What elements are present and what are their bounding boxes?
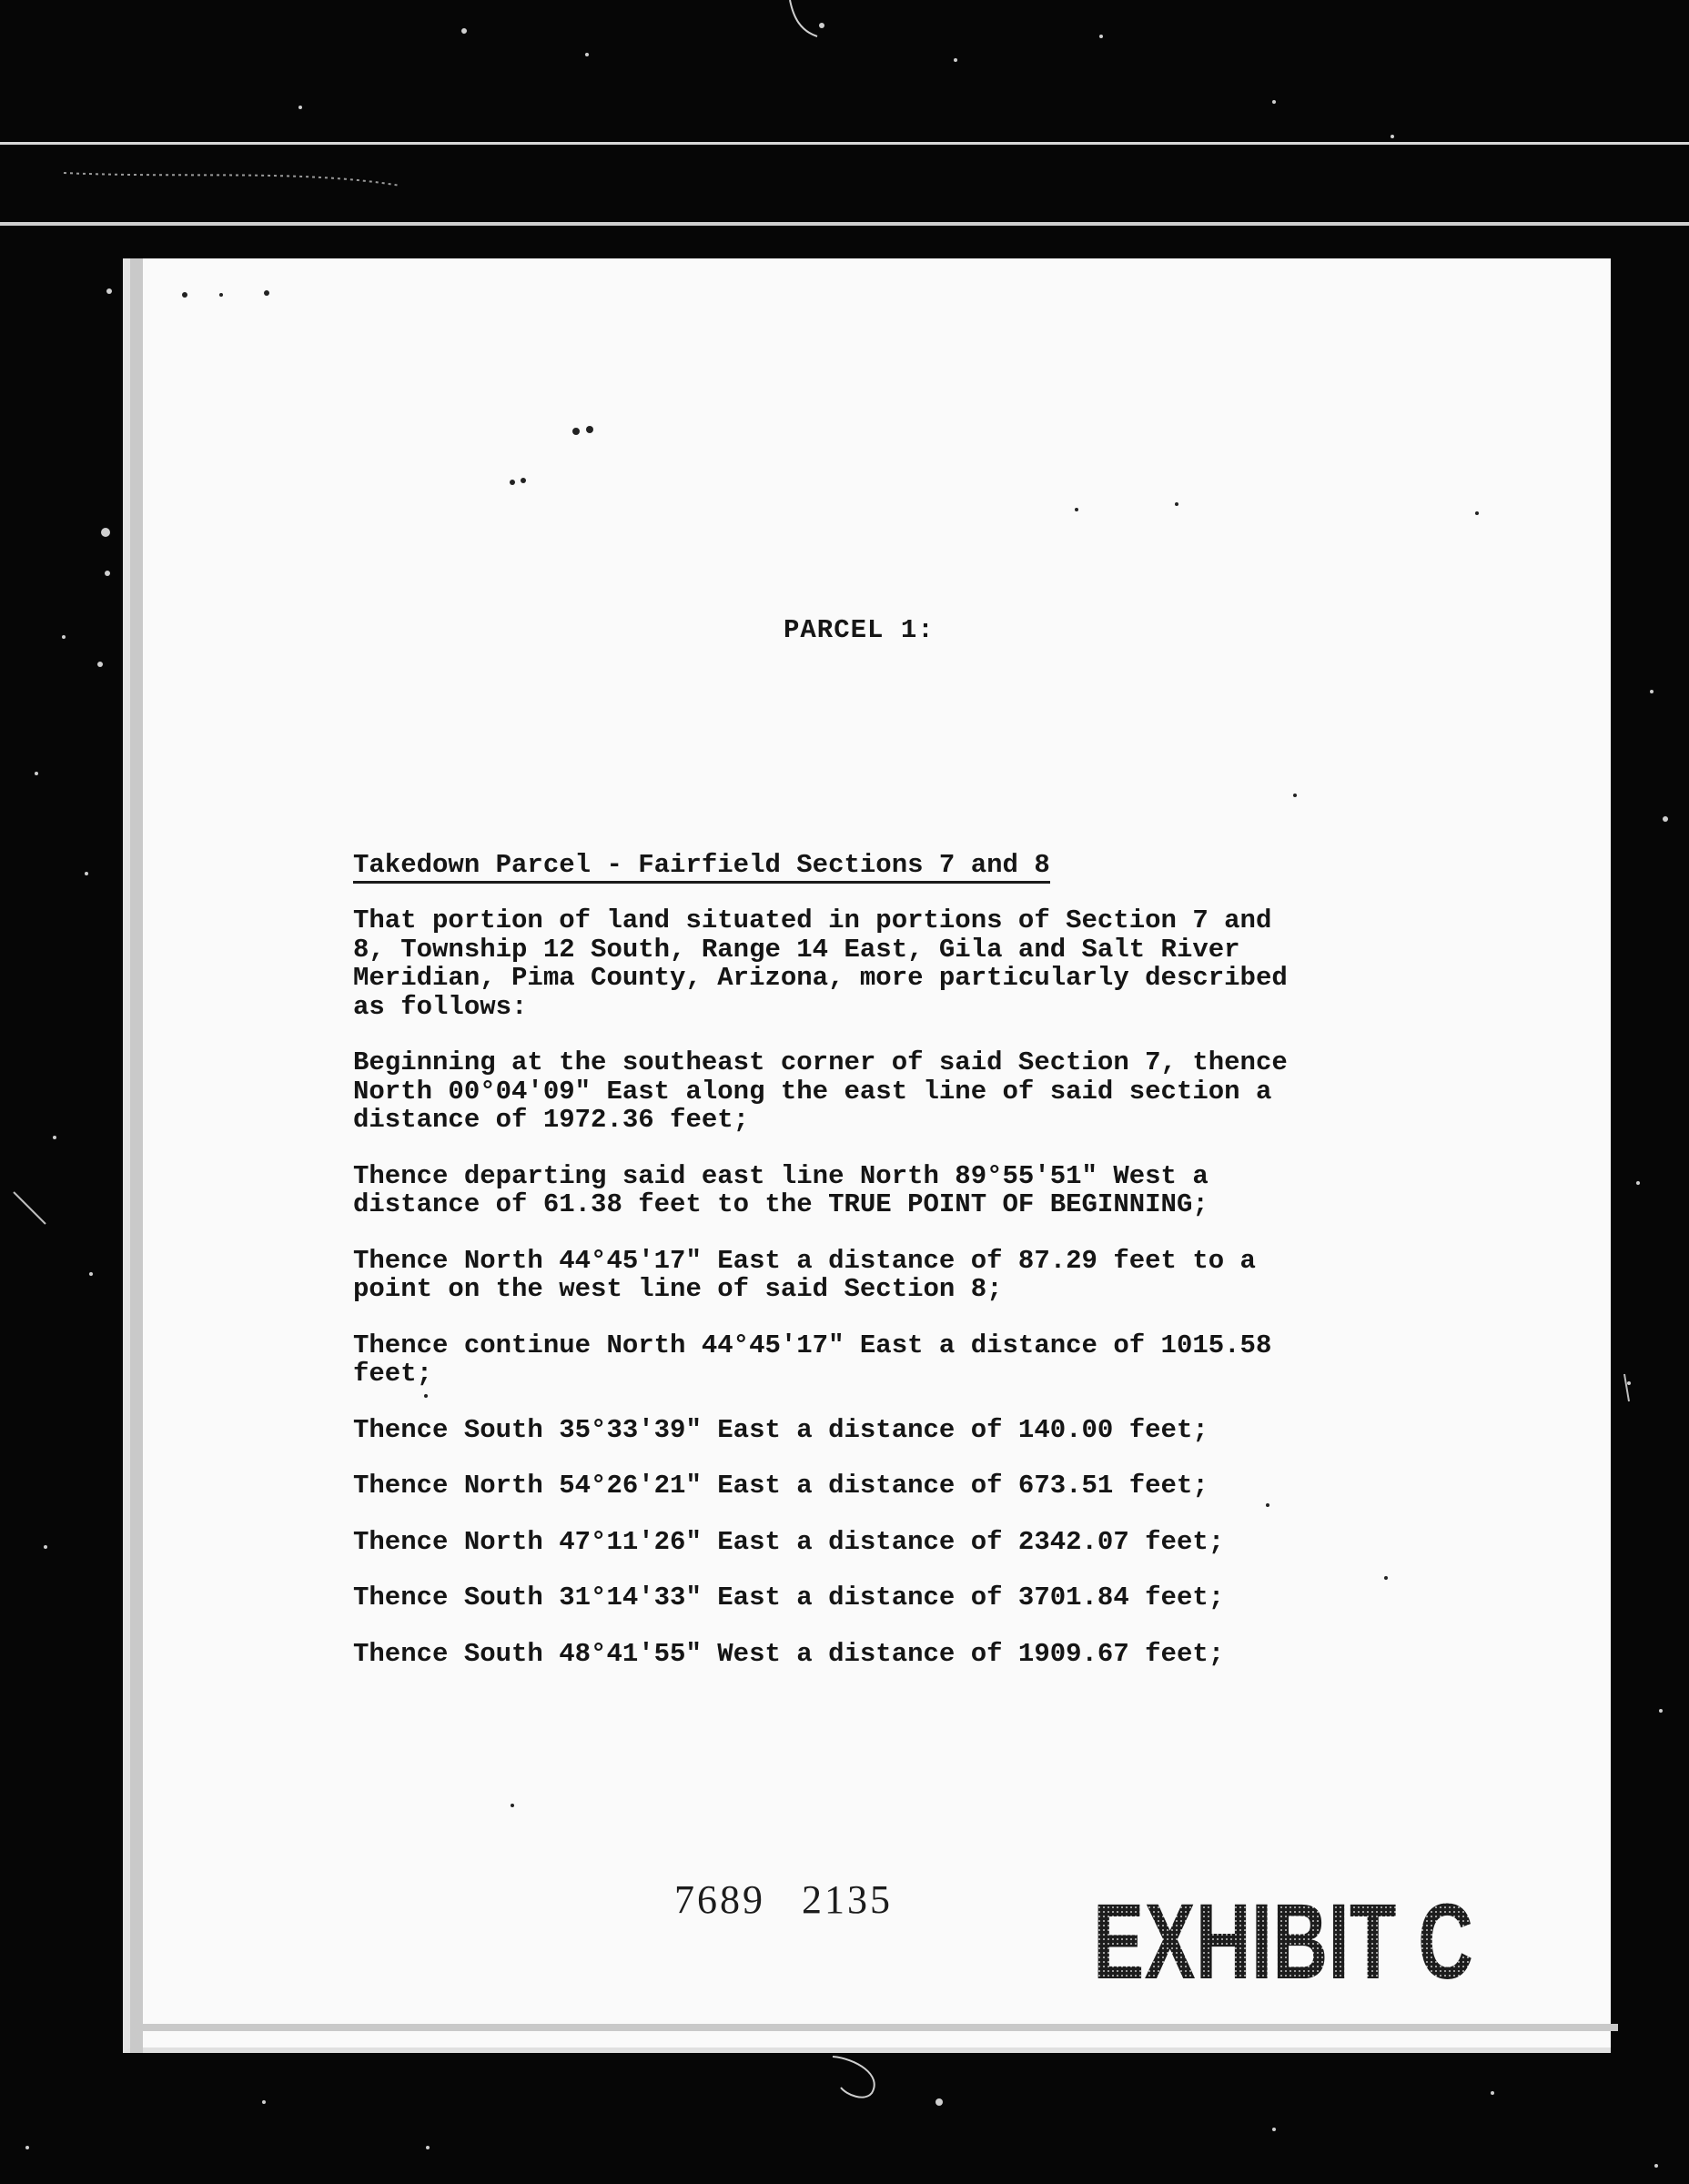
section-title: Takedown Parcel - Fairfield Sections 7 and 8 — [353, 850, 1050, 884]
paragraph-course-7: Thence South 48°41'55" West a distance of 1909.67 feet; — [353, 1638, 1225, 1669]
paragraph-course-6: Thence South 31°14'33" East a distance of 3701.84 feet; — [353, 1582, 1225, 1613]
paragraph-intro: That portion of land situated in portions of Section 7 and 8, Township 12 South, Range 14 East, Gila and Salt River Meridian, Pima County, Arizona, more particularly described as follows: — [353, 905, 1288, 1022]
paragraph-course-2: Thence continue North 44°45'17" East a distance of 1015.58 feet; — [353, 1330, 1272, 1389]
paragraph-course-1: Thence North 44°45'17" East a distance of 87.29 feet to a point on the west line of said Section 8; — [353, 1245, 1256, 1304]
paragraph-true-point: Thence departing said east line North 89°55'51" West a distance of 61.38 feet to the TRUE POINT OF BEGINNING; — [353, 1160, 1209, 1219]
exhibit-stamp — [1093, 1882, 1475, 2002]
document-page — [123, 258, 1611, 2053]
paragraph-course-4: Thence North 54°26'21" East a distance of 673.51 feet; — [353, 1471, 1209, 1501]
paragraph-course-5: Thence North 47°11'26" East a distance of 2342.07 feet; — [353, 1526, 1225, 1557]
exhibit-stamp-text: EXHIBIT C — [1093, 1882, 1473, 2002]
recording-page: 2135 — [802, 1877, 893, 1922]
recording-number — [674, 1876, 893, 1923]
parcel-heading: PARCEL 1: — [784, 615, 935, 645]
paragraph-course-3: Thence South 35°33'39" East a distance of 140.00 feet; — [353, 1414, 1209, 1445]
paragraph-beginning: Beginning at the southeast corner of said Section 7, thence North 00°04'09" East along the east line of said section a distance of 1972.36 feet; — [353, 1047, 1288, 1135]
recording-book: 7689 — [674, 1877, 765, 1922]
legal-description — [353, 906, 1427, 1695]
